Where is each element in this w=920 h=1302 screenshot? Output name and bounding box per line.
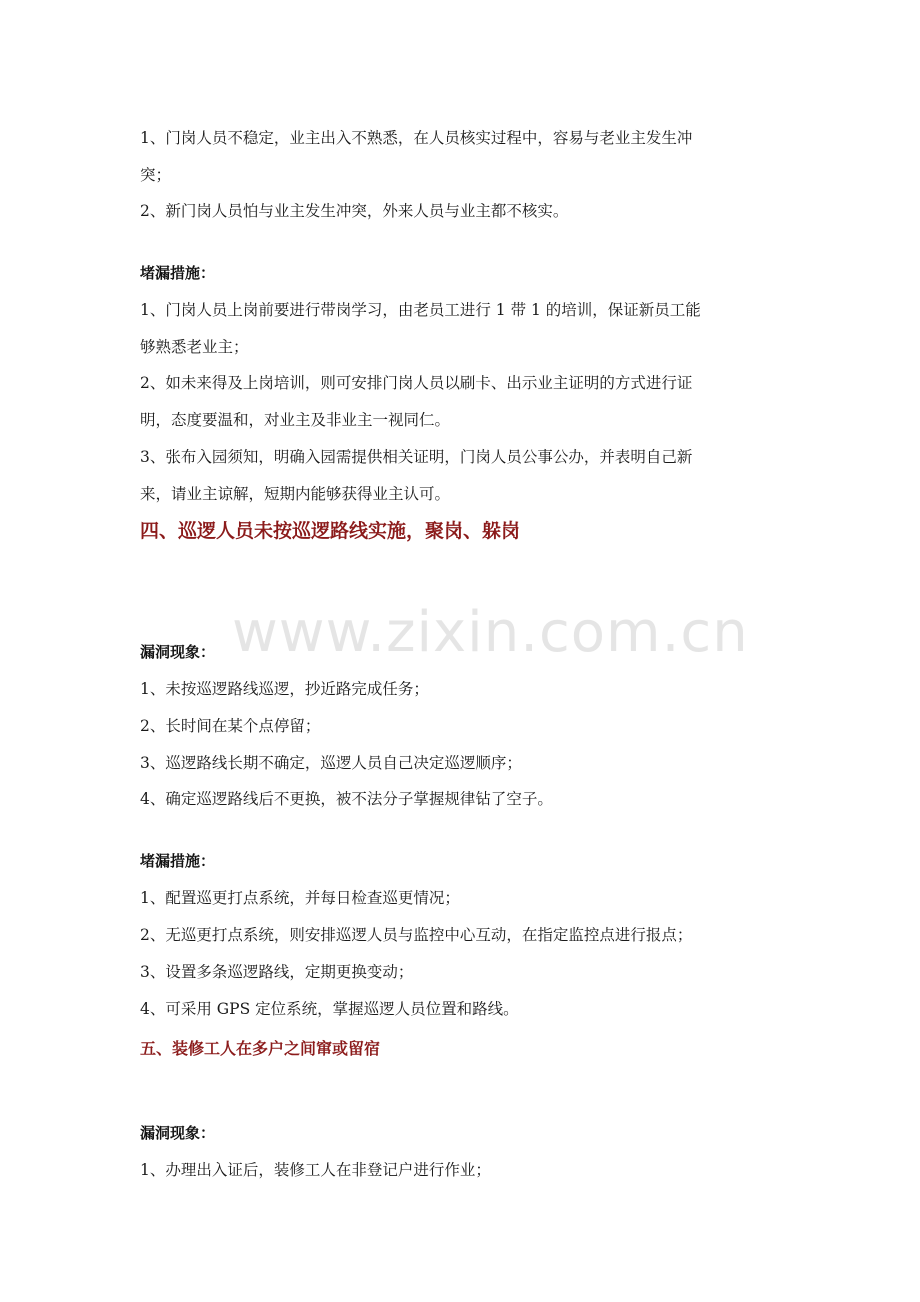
section-heading: 四、巡逻人员未按巡逻路线实施，聚岗、躲岗 xyxy=(140,520,521,542)
paragraph-line: 2、长时间在某个点停留； xyxy=(140,717,321,735)
measures-label: 堵漏措施： xyxy=(140,264,216,282)
watermark: www.zixin.com.cn xyxy=(232,600,749,665)
paragraph-line: 1、未按巡逻路线巡逻，抄近路完成任务； xyxy=(140,680,429,698)
phenomena-label: 漏洞现象： xyxy=(140,1124,216,1142)
paragraph-line: 1、办理出入证后，装修工人在非登记户进行作业； xyxy=(140,1161,491,1179)
paragraph-line: 4、确定巡逻路线后不更换，被不法分子掌握规律钻了空子。 xyxy=(140,790,553,808)
paragraph-line: 突； xyxy=(140,166,172,184)
phenomena-label: 漏洞现象： xyxy=(140,643,216,661)
paragraph-line: 3、巡逻路线长期不确定，巡逻人员自己决定巡逻顺序； xyxy=(140,754,522,772)
paragraph-line: 来，请业主谅解，短期内能够获得业主认可。 xyxy=(140,485,451,503)
paragraph-line: 1、门岗人员不稳定，业主出入不熟悉，在人员核实过程中，容易与老业主发生冲 xyxy=(140,129,693,147)
paragraph-line: 2、无巡更打点系统，则安排巡逻人员与监控中心互动，在指定监控点进行报点； xyxy=(140,926,693,944)
section-heading: 五、装修工人在多户之间窜或留宿 xyxy=(140,1039,381,1058)
paragraph-line: 4、可采用 GPS 定位系统，掌握巡逻人员位置和路线。 xyxy=(140,1000,519,1018)
paragraph-line: 明，态度要温和，对业主及非业主一视同仁。 xyxy=(140,411,451,429)
paragraph-line: 1、配置巡更打点系统，并每日检查巡更情况； xyxy=(140,889,460,907)
paragraph-line: 够熟悉老业主； xyxy=(140,338,249,356)
paragraph-line: 3、设置多条巡逻路线，定期更换变动； xyxy=(140,963,414,981)
paragraph-line: 3、张布入园须知，明确入园需提供相关证明，门岗人员公事公办，并表明自己新 xyxy=(140,448,693,466)
paragraph-line: 1、门岗人员上岗前要进行带岗学习，由老员工进行 1 带 1 的培训，保证新员工能 xyxy=(140,301,701,319)
measures-label: 堵漏措施： xyxy=(140,852,216,870)
paragraph-line: 2、新门岗人员怕与业主发生冲突，外来人员与业主都不核实。 xyxy=(140,202,569,220)
paragraph-line: 2、如未来得及上岗培训，则可安排门岗人员以刷卡、出示业主证明的方式进行证 xyxy=(140,374,693,392)
